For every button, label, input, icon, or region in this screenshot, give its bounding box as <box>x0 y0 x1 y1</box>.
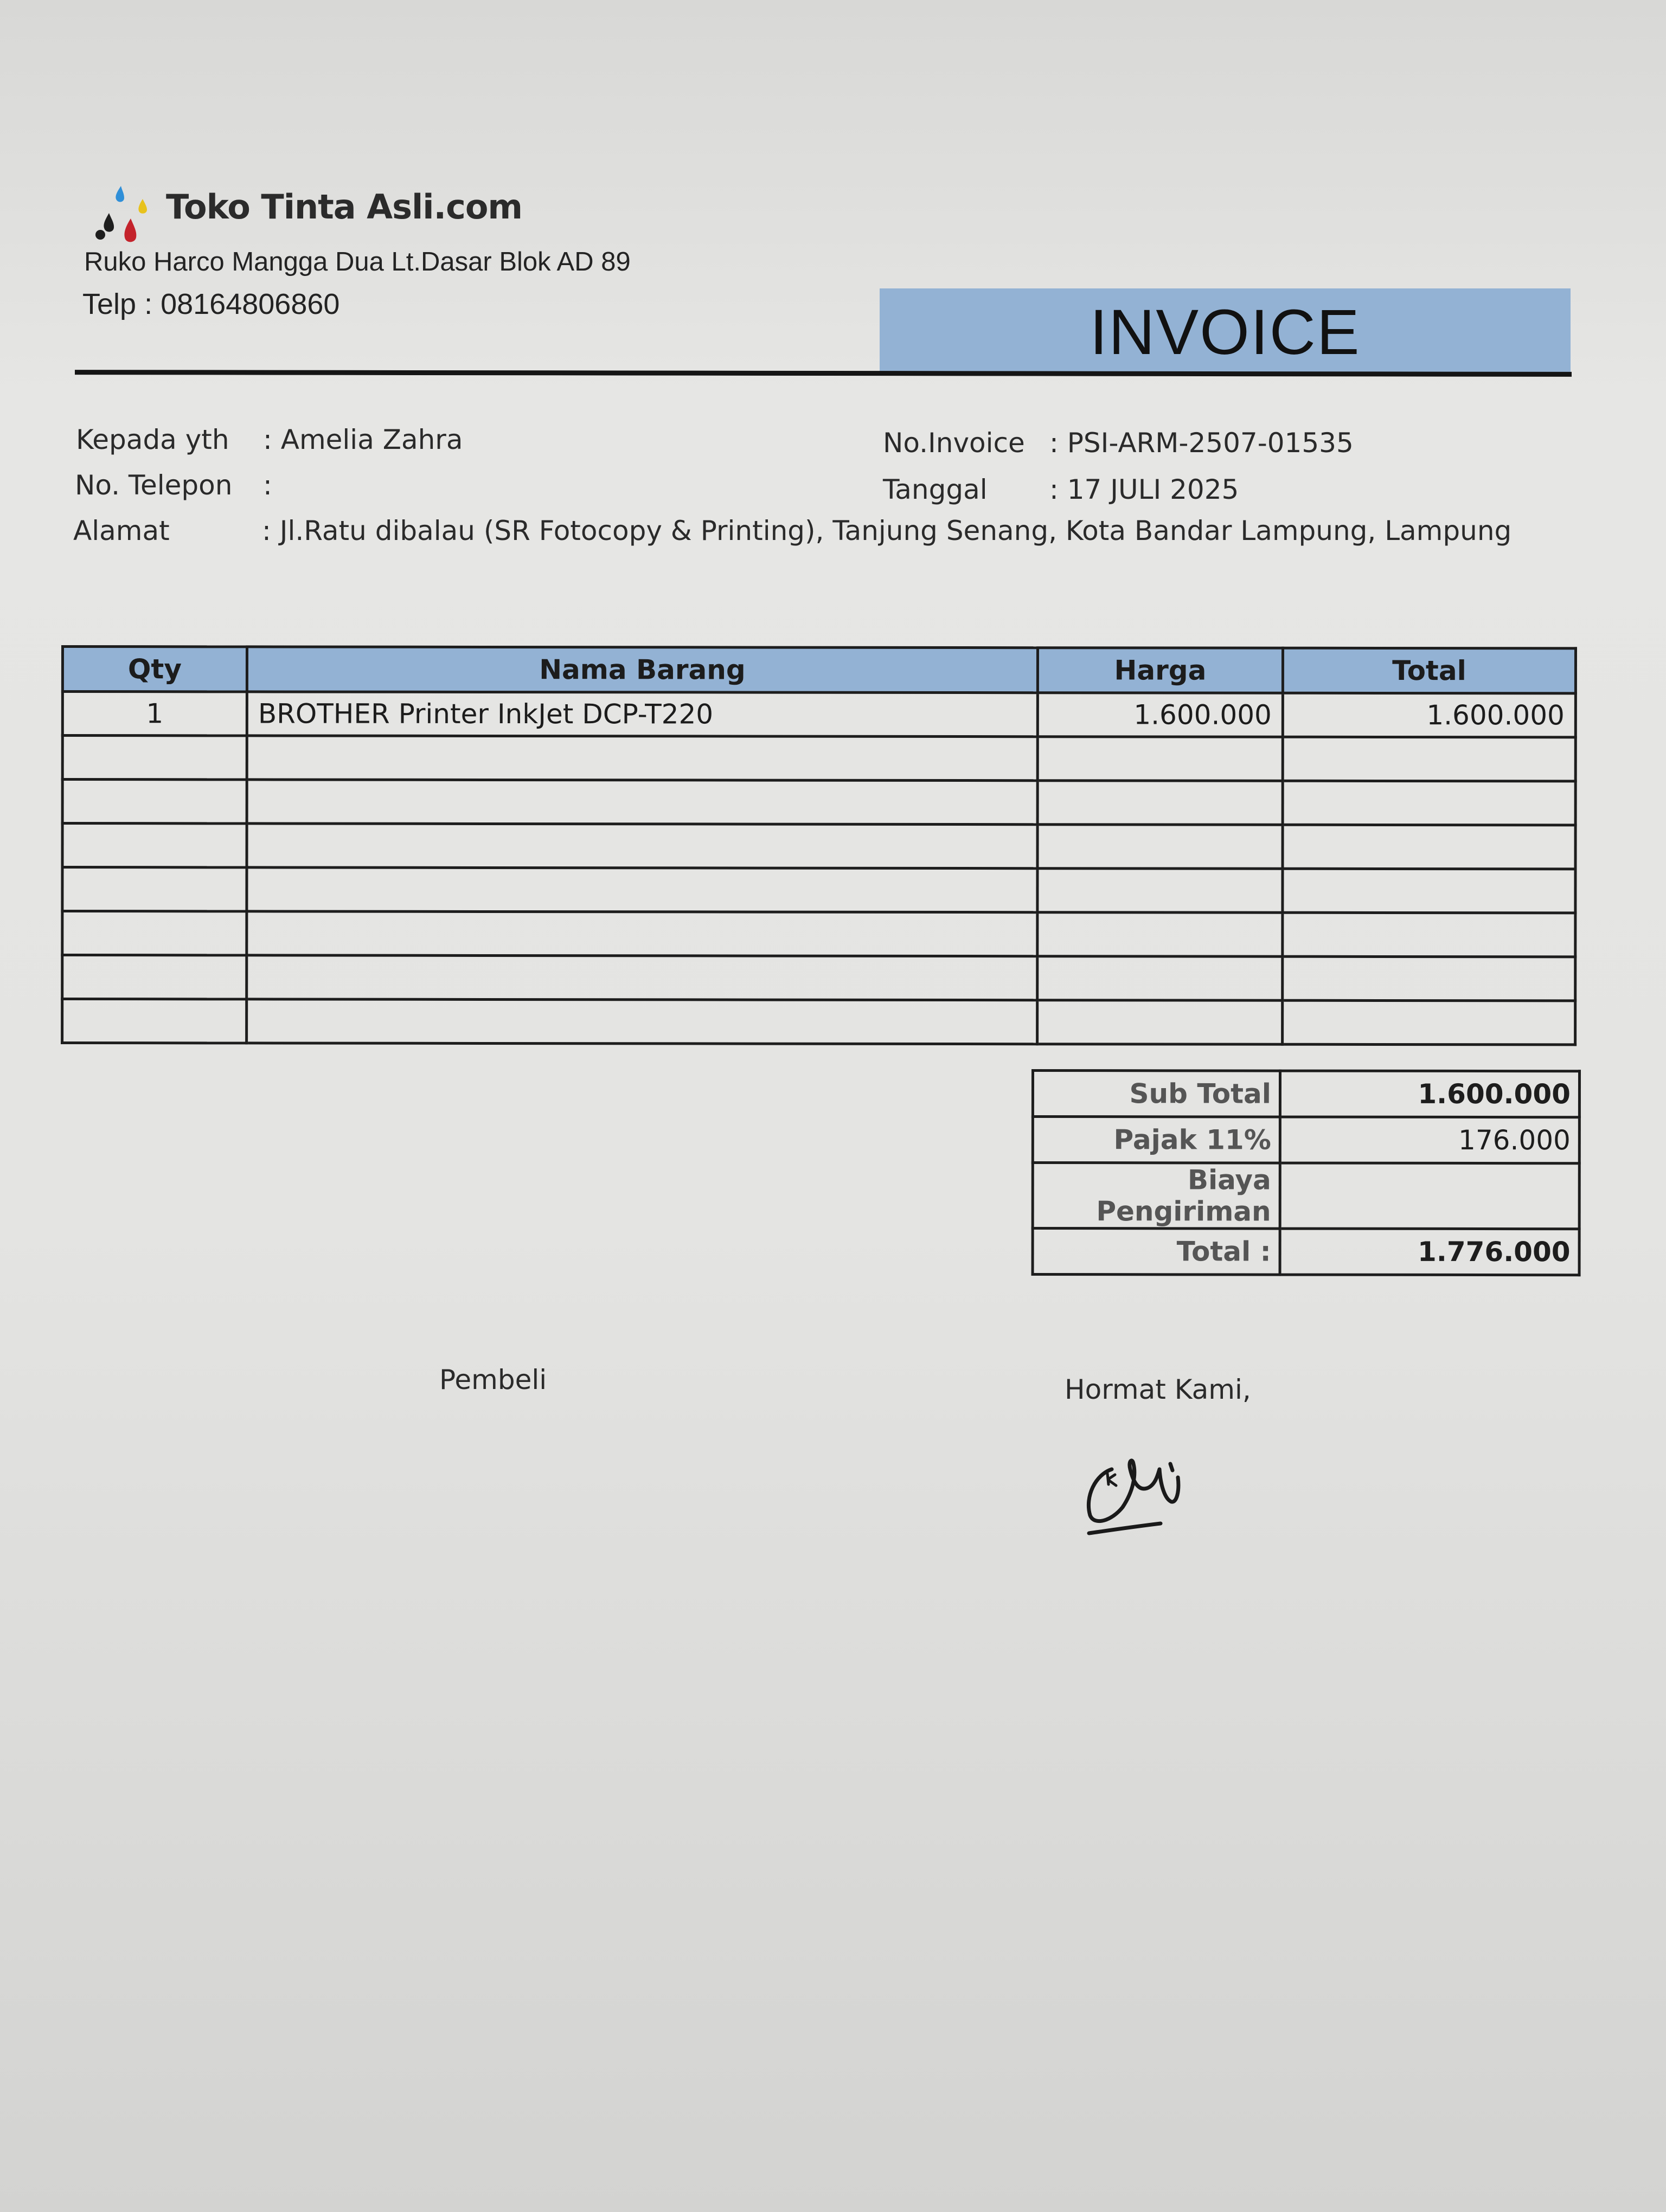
invoice-title: INVOICE <box>1090 297 1361 368</box>
row-qty <box>62 824 247 867</box>
customer-name: : Amelia Zahra <box>263 424 463 455</box>
column-header-qty: Qty <box>62 647 247 692</box>
summary-row-tax <box>1033 1117 1579 1163</box>
row-item-name <box>247 780 1037 825</box>
handwritten-signature <box>1074 1410 1215 1540</box>
invoice-number-value: : PSI-ARM-2507-01535 <box>1049 427 1354 459</box>
tax-label: Pajak 11% <box>1033 1117 1280 1163</box>
summary-row-shipping <box>1033 1163 1579 1229</box>
row-item-name <box>247 824 1037 869</box>
row-price <box>1037 912 1283 957</box>
row-total <box>1283 825 1575 869</box>
table-row <box>62 736 1575 781</box>
row-item-name <box>247 955 1037 1000</box>
row-price <box>1037 781 1283 825</box>
ink-drops-icon <box>89 182 165 247</box>
shipping-label: Biaya Pengiriman <box>1033 1163 1280 1229</box>
row-total: 1.600.000 <box>1283 693 1575 737</box>
row-item-name <box>247 911 1037 956</box>
table-row <box>62 824 1575 869</box>
subtotal-label: Sub Total <box>1033 1071 1280 1117</box>
row-qty <box>62 780 247 824</box>
row-price: 1.600.000 <box>1037 693 1283 737</box>
customer-phone-value: : <box>263 470 272 501</box>
row-total <box>1283 1000 1575 1045</box>
grand-total-label: Total : <box>1033 1229 1280 1275</box>
row-qty: 1 <box>62 692 247 736</box>
row-qty <box>62 911 247 955</box>
table-row <box>62 911 1575 957</box>
seller-signature-label: Hormat Kami, <box>1065 1374 1251 1405</box>
row-qty <box>62 955 247 999</box>
row-item-name <box>247 736 1037 781</box>
row-total <box>1283 912 1575 957</box>
row-item-name: BROTHER Printer InkJet DCP-T220 <box>247 692 1037 737</box>
table-row <box>62 955 1575 1001</box>
column-header-item-name: Nama Barang <box>247 647 1037 693</box>
tax-value: 176.000 <box>1280 1117 1579 1163</box>
column-header-price: Harga <box>1037 648 1283 693</box>
row-total <box>1283 781 1575 825</box>
row-item-name <box>247 999 1037 1044</box>
items-table <box>61 645 1577 1046</box>
row-item-name <box>247 867 1037 912</box>
shipping-value <box>1280 1163 1579 1229</box>
row-price <box>1037 825 1283 869</box>
table-row <box>62 867 1575 913</box>
brand-name: Toko Tinta Asli.com <box>166 187 523 227</box>
table-row <box>62 999 1575 1045</box>
summary-row-subtotal <box>1033 1071 1579 1117</box>
buyer-signature-label: Pembeli <box>439 1364 547 1396</box>
store-phone: Telp : 08164806860 <box>82 288 340 320</box>
row-price <box>1037 869 1283 913</box>
row-qty <box>62 867 247 911</box>
row-total <box>1283 956 1575 1001</box>
table-row <box>62 692 1575 737</box>
invoice-date-label: Tanggal <box>883 474 988 505</box>
grand-total-value: 1.776.000 <box>1280 1229 1579 1275</box>
row-total <box>1283 737 1575 781</box>
row-price <box>1037 737 1283 781</box>
row-total <box>1283 869 1575 913</box>
customer-address-value: : Jl.Ratu dibalau (SR Fotocopy & Printing), Tanjung Senang, Kota Bandar Lampung, Lampung <box>262 515 1512 546</box>
row-price <box>1037 1000 1283 1045</box>
customer-address-label: Alamat <box>73 515 170 546</box>
column-header-total: Total <box>1283 648 1575 693</box>
items-table-header <box>62 647 1575 693</box>
invoice-date-value: : 17 JULI 2025 <box>1049 474 1239 505</box>
row-price <box>1037 956 1283 1001</box>
invoice-number-label: No.Invoice <box>883 427 1025 459</box>
table-row <box>62 780 1575 825</box>
customer-label: Kepada yth <box>76 424 229 455</box>
row-qty <box>62 736 247 780</box>
summary-row-total <box>1033 1229 1579 1275</box>
customer-phone-label: No. Telepon <box>75 470 233 501</box>
summary-table <box>1031 1069 1581 1276</box>
row-qty <box>62 999 247 1043</box>
subtotal-value: 1.600.000 <box>1280 1071 1579 1117</box>
store-address: Ruko Harco Mangga Dua Lt.Dasar Blok AD 89 <box>84 247 631 276</box>
